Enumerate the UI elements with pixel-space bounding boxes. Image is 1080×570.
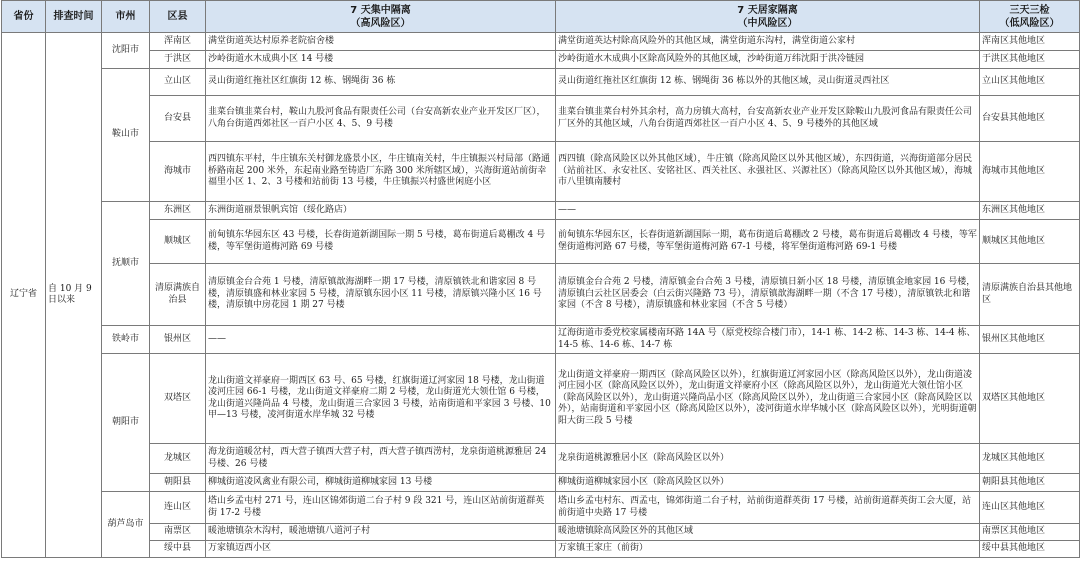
mid-risk-cell: 万家镇王家庄（前街） bbox=[556, 541, 980, 558]
header-low-subtitle: （低风险区） bbox=[999, 17, 1060, 29]
mid-risk-cell: 清原镇金台合苑 2 号楼，清原镇金台合苑 3 号楼，清原镇日新小区 18 号楼，清原镇金地家园 16 号楼，清原镇白云社区居委会（白云街兴隆路 73 号），清原镇歆海湖畔一期（不含 17 号楼），清原镇铁北和谐家园（不含 8 号楼），清原镇盛和林业家园（不含 5 号楼） bbox=[556, 264, 980, 326]
table-row bbox=[2, 354, 1080, 444]
table-row bbox=[2, 51, 1080, 69]
header-mid-subtitle: （中风险区） bbox=[737, 17, 798, 29]
table-row bbox=[2, 524, 1080, 541]
city-cell-tieling: 铁岭市 bbox=[102, 326, 150, 354]
table-row bbox=[2, 444, 1080, 474]
time-cell: 自 10 月 9 日以来 bbox=[46, 33, 102, 558]
high-risk-cell: 清原镇金台合苑 1 号楼，清原镇歆海湖畔一期 17 号楼，清原镇铁北和谐家园 8 号楼，清原镇盛和林业家园 5 号楼，清原镇东园小区 11 号楼，清原镇兴隆小区 16 号楼，清原镇中房花园 1 期 27 号楼 bbox=[206, 264, 556, 326]
low-risk-cell: 南票区其他地区 bbox=[980, 524, 1080, 541]
high-risk-cell: 暖池塘镇杂木沟村，暖池塘镇八道河子村 bbox=[206, 524, 556, 541]
table-row bbox=[2, 142, 1080, 202]
header-high-subtitle: （高风险区） bbox=[350, 17, 411, 29]
mid-risk-cell: 龙泉街道桃源雅居小区（除高风险区以外） bbox=[556, 444, 980, 474]
header-city: 市州 bbox=[102, 1, 150, 33]
table-row bbox=[2, 202, 1080, 220]
header-high-title: 7 天集中隔离 bbox=[350, 4, 411, 16]
district-cell: 银州区 bbox=[150, 326, 206, 354]
district-cell: 连山区 bbox=[150, 492, 206, 524]
high-risk-cell: 东洲街道丽景银帆宾馆（绥化路店） bbox=[206, 202, 556, 220]
header-district: 区县 bbox=[150, 1, 206, 33]
city-cell-fushun: 抚顺市 bbox=[102, 202, 150, 326]
header-row bbox=[2, 1, 1080, 33]
header-time: 排查时间 bbox=[46, 1, 102, 33]
district-cell: 龙城区 bbox=[150, 444, 206, 474]
high-risk-cell: 万家镇迈西小区 bbox=[206, 541, 556, 558]
header-mid-title: 7 天居家隔离 bbox=[737, 4, 798, 16]
header-high-risk bbox=[206, 1, 556, 33]
district-cell: 台安县 bbox=[150, 96, 206, 142]
mid-risk-cell: 塔山乡孟屯村东、西孟屯，锦郊街道二台子村，站前街道群英街 17 号楼，站前街道群英街工会大厦，站前街道中央路 17 号楼 bbox=[556, 492, 980, 524]
low-risk-cell: 龙城区其他地区 bbox=[980, 444, 1080, 474]
mid-risk-cell: 满堂街道英达村除高风险外的其他区域，满堂街道东沟村，满堂街道公家村 bbox=[556, 33, 980, 51]
low-risk-cell: 连山区其他地区 bbox=[980, 492, 1080, 524]
high-risk-cell: 海龙街道暖岔村，西大营子镇西大营子村，西大营子镇西涝村，龙泉街道桃源雅居 24 号楼、26 号楼 bbox=[206, 444, 556, 474]
district-cell: 浑南区 bbox=[150, 33, 206, 51]
mid-risk-cell: 辽海街道市委党校家属楼南环路 14A 号（原党校综合楼门市），14-1 栋、14-2 栋、14-3 栋、14-4 栋、14-5 栋、14-6 栋、14-7 栋 bbox=[556, 326, 980, 354]
low-risk-cell: 绥中县其他地区 bbox=[980, 541, 1080, 558]
mid-risk-cell: 暖池塘镇除高风险区外的其他区域 bbox=[556, 524, 980, 541]
mid-risk-cell: —— bbox=[556, 202, 980, 220]
mid-risk-cell: 沙岭街道水木成典小区除高风险外的其他区域，沙岭街道万纬沈阳于洪冷链园 bbox=[556, 51, 980, 69]
high-risk-cell: 满堂街道英达村原养老院宿舍楼 bbox=[206, 33, 556, 51]
low-risk-cell: 于洪区其他地区 bbox=[980, 51, 1080, 69]
table-row bbox=[2, 492, 1080, 524]
mid-risk-cell: 柳城街道柳城家园小区（除高风险区以外） bbox=[556, 474, 980, 492]
mid-risk-cell: 西四镇（除高风险区以外其他区域），牛庄镇（除高风险区以外其他区域），东四街道，兴海街道部分居民（站前社区、永安社区、安铭社区、西关社区、永强社区、兴源社区）（除高风险区以外其他区域），海城市八里镇南腰村 bbox=[556, 142, 980, 202]
table-row bbox=[2, 474, 1080, 492]
high-risk-cell: 龙山街道文祥豪府一期西区 63 号、65 号楼，红旗街道辽河家园 18 号楼，龙山街道凌河庄园 66-1 号楼，龙山街道文祥豪府二期 2 号楼，龙山街道光大领仕馆 6 号楼，龙山街道兴隆尚品 4 号楼，龙山街道三合家园 3 号楼，站南街道和平家园 3 号楼、10 甲—13 号楼，凌河街道水岸华城 32 号楼 bbox=[206, 354, 556, 444]
risk-area-table bbox=[1, 0, 1080, 558]
high-risk-cell: 前甸镇东华园东区 43 号楼，长春街道新湖国际一期 5 号楼，葛布街道后葛棚改 4 号楼，等军堡街道梅河路 69 号楼 bbox=[206, 220, 556, 264]
table-row bbox=[2, 326, 1080, 354]
low-risk-cell: 浑南区其他地区 bbox=[980, 33, 1080, 51]
low-risk-cell: 双塔区其他地区 bbox=[980, 354, 1080, 444]
table-row bbox=[2, 33, 1080, 51]
district-cell: 海城市 bbox=[150, 142, 206, 202]
header-low-title: 三天三检 bbox=[1009, 4, 1050, 16]
low-risk-cell: 银州区其他地区 bbox=[980, 326, 1080, 354]
low-risk-cell: 朝阳县其他地区 bbox=[980, 474, 1080, 492]
district-cell: 绥中县 bbox=[150, 541, 206, 558]
table-row bbox=[2, 541, 1080, 558]
high-risk-cell: 韭菜台镇韭菜台村，鞍山九股河食品有限责任公司（台安高新农业产业开发区厂区），八角台街道西郊社区一百户小区 4、5、9 号楼 bbox=[206, 96, 556, 142]
mid-risk-cell: 灵山街道红拖社区红旗街 12 栋、钢绳街 36 栋以外的其他区域，灵山街道灵西社区 bbox=[556, 69, 980, 96]
city-cell-chaoyang: 朝阳市 bbox=[102, 354, 150, 492]
table-row bbox=[2, 96, 1080, 142]
high-risk-cell: 灵山街道红拖社区红旗街 12 栋、钢绳街 36 栋 bbox=[206, 69, 556, 96]
district-cell: 南票区 bbox=[150, 524, 206, 541]
low-risk-cell: 台安县其他地区 bbox=[980, 96, 1080, 142]
header-province: 省份 bbox=[2, 1, 46, 33]
city-cell-shenyang: 沈阳市 bbox=[102, 33, 150, 69]
district-cell: 朝阳县 bbox=[150, 474, 206, 492]
table-row bbox=[2, 69, 1080, 96]
header-mid-risk bbox=[556, 1, 980, 33]
low-risk-cell: 清原满族自治县其他地区 bbox=[980, 264, 1080, 326]
high-risk-cell: 西四镇东平村，牛庄镇东关村御龙盛景小区，牛庄镇南关村，牛庄镇振兴村局部（路通桥路南起 200 米外，东起南业路至铸造厂东路 300 米所辖区域），兴海街道站前街幸福里小区 1、2、3 号楼和站前街 13 号楼，牛庄镇振兴村盛世闲庭小区 bbox=[206, 142, 556, 202]
district-cell: 双塔区 bbox=[150, 354, 206, 444]
low-risk-cell: 立山区其他地区 bbox=[980, 69, 1080, 96]
city-cell-anshan: 鞍山市 bbox=[102, 69, 150, 202]
low-risk-cell: 海城市其他地区 bbox=[980, 142, 1080, 202]
low-risk-cell: 东洲区其他地区 bbox=[980, 202, 1080, 220]
province-cell: 辽宁省 bbox=[2, 33, 46, 558]
high-risk-cell: —— bbox=[206, 326, 556, 354]
low-risk-cell: 顺城区其他地区 bbox=[980, 220, 1080, 264]
high-risk-cell: 柳城街道凌风禽业有限公司，柳城街道柳城家园 13 号楼 bbox=[206, 474, 556, 492]
district-cell: 东洲区 bbox=[150, 202, 206, 220]
district-cell: 立山区 bbox=[150, 69, 206, 96]
header-low-risk bbox=[980, 1, 1080, 33]
mid-risk-cell: 韭菜台镇韭菜台村外其余村，高力房镇大高村，台安高新农业产业开发区除鞍山九股河食品有限责任公司厂区外的其他区域，八角台街道西郊社区一百户小区 4、5、9 号楼外的其他区域 bbox=[556, 96, 980, 142]
district-cell: 于洪区 bbox=[150, 51, 206, 69]
district-cell: 顺城区 bbox=[150, 220, 206, 264]
mid-risk-cell: 前甸镇东华园东区，长春街道新湖国际一期，葛布街道后葛棚改 2 号楼，葛布街道后葛棚改 4 号楼，等军堡街道梅河路 67 号楼，等军堡街道梅河路 67-1 号楼，将军堡街道梅河路 69-1 号楼 bbox=[556, 220, 980, 264]
table-row bbox=[2, 264, 1080, 326]
mid-risk-cell: 龙山街道文祥豪府一期西区（除高风险区以外），红旗街道辽河家园小区（除高风险区以外），龙山街道凌河庄园小区（除高风险区以外），龙山街道文祥豪府小区（除高风险区以外），龙山街道光大领仕馆小区（除高风险区以外），龙山街道兴隆尚品小区（除高风险区以外），龙山街道三合家园小区（除高风险区以外），站南街道和平家园小区（除高风险区以外），凌河街道水岸华城小区（除高风险区以外），光明街道朝阳大街三段 5 号楼 bbox=[556, 354, 980, 444]
high-risk-cell: 沙岭街道水木成典小区 14 号楼 bbox=[206, 51, 556, 69]
high-risk-cell: 塔山乡孟屯村 271 号，连山区锦郊街道二台子村 9 段 321 号，连山区站前街道群英街 17-2 号楼 bbox=[206, 492, 556, 524]
district-cell: 清原满族自治县 bbox=[150, 264, 206, 326]
city-cell-huludao: 葫芦岛市 bbox=[102, 492, 150, 558]
table-row bbox=[2, 220, 1080, 264]
